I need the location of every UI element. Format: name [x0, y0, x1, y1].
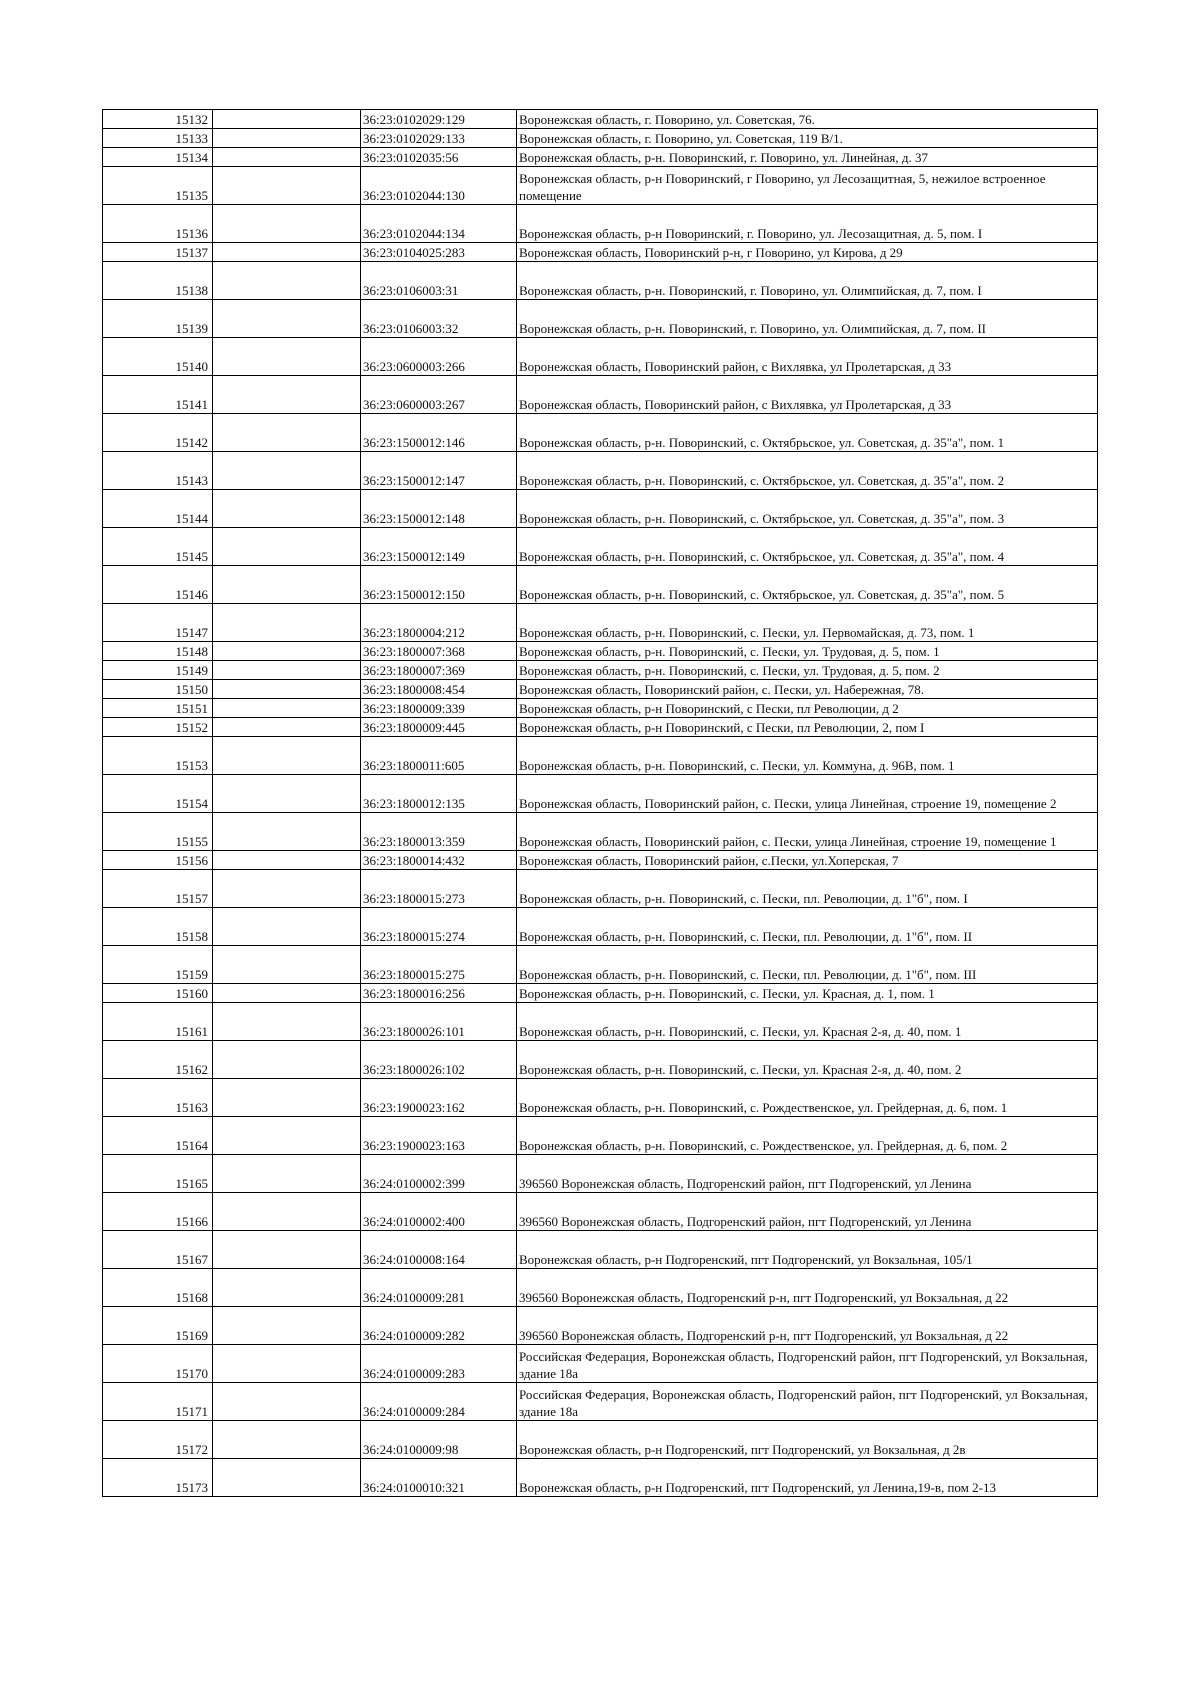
address: Воронежская область, р-н. Поворинский, с. Пески, ул. Трудовая, д. 5, пом. 1 [517, 642, 1098, 661]
cadastral-number: 36:23:0102029:133 [361, 129, 517, 148]
cadastral-number: 36:23:0106003:32 [361, 300, 517, 338]
cadastral-number: 36:24:0100010:321 [361, 1459, 517, 1497]
cadastral-number: 36:23:1800012:135 [361, 775, 517, 813]
table-row [103, 699, 1098, 718]
row-number: 15141 [103, 376, 213, 414]
cadastral-number: 36:24:0100009:281 [361, 1269, 517, 1307]
cadastral-number: 36:23:1500012:147 [361, 452, 517, 490]
empty-cell [213, 1231, 361, 1269]
table-row [103, 376, 1098, 414]
table-row [103, 946, 1098, 984]
empty-cell [213, 1003, 361, 1041]
address: Воронежская область, р-н. Поворинский, с. Октябрьское, ул. Советская, д. 35"а", пом. 1 [517, 414, 1098, 452]
table-row [103, 661, 1098, 680]
table-row [103, 1117, 1098, 1155]
row-number: 15152 [103, 718, 213, 737]
cadastral-number: 36:23:1800007:368 [361, 642, 517, 661]
empty-cell [213, 148, 361, 167]
table-row [103, 528, 1098, 566]
cadastral-number: 36:23:1800026:101 [361, 1003, 517, 1041]
empty-cell [213, 851, 361, 870]
cadastral-number: 36:24:0100002:400 [361, 1193, 517, 1231]
table-row [103, 1307, 1098, 1345]
row-number: 15157 [103, 870, 213, 908]
table-row [103, 813, 1098, 851]
cadastral-number: 36:23:1500012:146 [361, 414, 517, 452]
cadastral-number: 36:24:0100009:284 [361, 1383, 517, 1421]
property-table-body [103, 110, 1098, 1497]
address: Воронежская область, р-н. Поворинский, с. Октябрьское, ул. Советская, д. 35"а", пом. 3 [517, 490, 1098, 528]
empty-cell [213, 300, 361, 338]
row-number: 15136 [103, 205, 213, 243]
cadastral-number: 36:23:1900023:163 [361, 1117, 517, 1155]
empty-cell [213, 984, 361, 1003]
empty-cell [213, 262, 361, 300]
row-number: 15147 [103, 604, 213, 642]
address: Воронежская область, р-н. Поворинский, г. Поворино, ул. Олимпийская, д. 7, пом. I [517, 262, 1098, 300]
empty-cell [213, 1079, 361, 1117]
address: Воронежская область, г. Поворино, ул. Советская, 119 В/1. [517, 129, 1098, 148]
cadastral-number: 36:23:1800011:605 [361, 737, 517, 775]
address: 396560 Воронежская область, Подгоренский р-н, пгт Подгоренский, ул Вокзальная, д 22 [517, 1269, 1098, 1307]
address: Воронежская область, Поворинский район, с Вихлявка, ул Пролетарская, д 33 [517, 376, 1098, 414]
table-row [103, 338, 1098, 376]
table-row [103, 1193, 1098, 1231]
cadastral-number: 36:23:0102044:130 [361, 167, 517, 205]
row-number: 15137 [103, 243, 213, 262]
address: Воронежская область, р-н. Поворинский, с. Октябрьское, ул. Советская, д. 35"а", пом. 4 [517, 528, 1098, 566]
empty-cell [213, 737, 361, 775]
cadastral-number: 36:23:0102029:129 [361, 110, 517, 129]
table-row [103, 452, 1098, 490]
empty-cell [213, 699, 361, 718]
table-row [103, 490, 1098, 528]
empty-cell [213, 1155, 361, 1193]
cadastral-number: 36:23:0104025:283 [361, 243, 517, 262]
address: Воронежская область, р-н. Поворинский, с. Пески, ул. Первомайская, д. 73, пом. 1 [517, 604, 1098, 642]
address: Воронежская область, р-н. Поворинский, с. Рождественское, ул. Грейдерная, д. 6, пом. 2 [517, 1117, 1098, 1155]
address: 396560 Воронежская область, Подгоренский район, пгт Подгоренский, ул Ленина [517, 1155, 1098, 1193]
row-number: 15165 [103, 1155, 213, 1193]
row-number: 15170 [103, 1345, 213, 1383]
address: Воронежская область, р-н Подгоренский, пгт Подгоренский, ул Вокзальная, 105/1 [517, 1231, 1098, 1269]
address: Воронежская область, Поворинский район, с. Пески, ул. Набережная, 78. [517, 680, 1098, 699]
address: Воронежская область, Поворинский район, с Вихлявка, ул Пролетарская, д 33 [517, 338, 1098, 376]
row-number: 15153 [103, 737, 213, 775]
empty-cell [213, 1117, 361, 1155]
empty-cell [213, 1459, 361, 1497]
row-number: 15144 [103, 490, 213, 528]
address: Воронежская область, р-н. Поворинский, с. Рождественское, ул. Грейдерная, д. 6, пом. 1 [517, 1079, 1098, 1117]
property-table [102, 109, 1098, 1497]
table-row [103, 1041, 1098, 1079]
address: Воронежская область, Поворинский район, с. Пески, улица Линейная, строение 19, помещение 2 [517, 775, 1098, 813]
empty-cell [213, 376, 361, 414]
address: Воронежская область, р-н. Поворинский, с. Пески, пл. Революции, д. 1"б", пом. II [517, 908, 1098, 946]
address: Воронежская область, р-н. Поворинский, с. Пески, пл. Революции, д. 1"б", пом. III [517, 946, 1098, 984]
row-number: 15138 [103, 262, 213, 300]
table-row [103, 775, 1098, 813]
row-number: 15169 [103, 1307, 213, 1345]
table-row [103, 718, 1098, 737]
table-row [103, 148, 1098, 167]
table-row [103, 1155, 1098, 1193]
empty-cell [213, 338, 361, 376]
empty-cell [213, 1421, 361, 1459]
row-number: 15163 [103, 1079, 213, 1117]
address: Воронежская область, р-н. Поворинский, с. Пески, ул. Красная 2-я, д. 40, пом. 2 [517, 1041, 1098, 1079]
empty-cell [213, 870, 361, 908]
cadastral-number: 36:23:1800015:273 [361, 870, 517, 908]
address: Воронежская область, Поворинский район, с.Пески, ул.Хоперская, 7 [517, 851, 1098, 870]
empty-cell [213, 813, 361, 851]
address: Воронежская область, р-н Подгоренский, пгт Подгоренский, ул Ленина,19-в, пом 2-13 [517, 1459, 1098, 1497]
row-number: 15168 [103, 1269, 213, 1307]
cadastral-number: 36:23:0102035:56 [361, 148, 517, 167]
table-row [103, 1079, 1098, 1117]
empty-cell [213, 1383, 361, 1421]
address: Воронежская область, Поворинский р-н, г Поворино, ул Кирова, д 29 [517, 243, 1098, 262]
address: Воронежская область, р-н Поворинский, с Пески, пл Революции, 2, пом I [517, 718, 1098, 737]
row-number: 15135 [103, 167, 213, 205]
empty-cell [213, 946, 361, 984]
empty-cell [213, 718, 361, 737]
row-number: 15145 [103, 528, 213, 566]
row-number: 15167 [103, 1231, 213, 1269]
empty-cell [213, 1307, 361, 1345]
address: Воронежская область, р-н Поворинский, г. Поворино, ул. Лесозащитная, д. 5, пом. I [517, 205, 1098, 243]
empty-cell [213, 566, 361, 604]
row-number: 15160 [103, 984, 213, 1003]
table-row [103, 1003, 1098, 1041]
document-page [102, 109, 1098, 1497]
row-number: 15154 [103, 775, 213, 813]
row-number: 15149 [103, 661, 213, 680]
address: Воронежская область, р-н Поворинский, г Поворино, ул Лесозащитная, 5, нежилое встроенное помещение [517, 167, 1098, 205]
address: Воронежская область, р-н. Поворинский, с. Октябрьское, ул. Советская, д. 35"а", пом. 2 [517, 452, 1098, 490]
address: Воронежская область, р-н. Поворинский, с. Пески, ул. Коммуна, д. 96В, пом. 1 [517, 737, 1098, 775]
address: Воронежская область, р-н Поворинский, с Пески, пл Революции, д 2 [517, 699, 1098, 718]
table-row [103, 870, 1098, 908]
cadastral-number: 36:23:1500012:149 [361, 528, 517, 566]
table-row [103, 110, 1098, 129]
address: Воронежская область, р-н. Поворинский, г. Поворино, ул. Линейная, д. 37 [517, 148, 1098, 167]
row-number: 15162 [103, 1041, 213, 1079]
row-number: 15150 [103, 680, 213, 699]
address: Воронежская область, р-н. Поворинский, с. Пески, ул. Красная 2-я, д. 40, пом. 1 [517, 1003, 1098, 1041]
row-number: 15139 [103, 300, 213, 338]
empty-cell [213, 490, 361, 528]
cadastral-number: 36:23:0102044:134 [361, 205, 517, 243]
table-row [103, 680, 1098, 699]
row-number: 15172 [103, 1421, 213, 1459]
cadastral-number: 36:23:1800013:359 [361, 813, 517, 851]
cadastral-number: 36:23:1800008:454 [361, 680, 517, 699]
table-row [103, 129, 1098, 148]
empty-cell [213, 110, 361, 129]
table-row [103, 1383, 1098, 1421]
empty-cell [213, 414, 361, 452]
address: 396560 Воронежская область, Подгоренский район, пгт Подгоренский, ул Ленина [517, 1193, 1098, 1231]
address: Воронежская область, г. Поворино, ул. Советская, 76. [517, 110, 1098, 129]
empty-cell [213, 129, 361, 148]
table-row [103, 1231, 1098, 1269]
cadastral-number: 36:23:0106003:31 [361, 262, 517, 300]
address: Воронежская область, р-н. Поворинский, г. Поворино, ул. Олимпийская, д. 7, пом. II [517, 300, 1098, 338]
address: 396560 Воронежская область, Подгоренский р-н, пгт Подгоренский, ул Вокзальная, д 22 [517, 1307, 1098, 1345]
table-row [103, 566, 1098, 604]
table-row [103, 1459, 1098, 1497]
row-number: 15171 [103, 1383, 213, 1421]
cadastral-number: 36:23:1800015:274 [361, 908, 517, 946]
cadastral-number: 36:24:0100008:164 [361, 1231, 517, 1269]
empty-cell [213, 1345, 361, 1383]
address: Российская Федерация, Воронежская область, Подгоренский район, пгт Подгоренский, ул Вокзальная, здание 18а [517, 1345, 1098, 1383]
address: Воронежская область, р-н. Поворинский, с. Пески, ул. Красная, д. 1, пом. 1 [517, 984, 1098, 1003]
row-number: 15132 [103, 110, 213, 129]
address: Воронежская область, Поворинский район, с. Пески, улица Линейная, строение 19, помещение 1 [517, 813, 1098, 851]
cadastral-number: 36:24:0100009:98 [361, 1421, 517, 1459]
table-row [103, 414, 1098, 452]
table-row [103, 262, 1098, 300]
address: Воронежская область, р-н. Поворинский, с. Октябрьское, ул. Советская, д. 35"а", пом. 5 [517, 566, 1098, 604]
cadastral-number: 36:23:1800015:275 [361, 946, 517, 984]
table-row [103, 984, 1098, 1003]
row-number: 15159 [103, 946, 213, 984]
empty-cell [213, 604, 361, 642]
address: Воронежская область, р-н Подгоренский, пгт Подгоренский, ул Вокзальная, д 2в [517, 1421, 1098, 1459]
cadastral-number: 36:24:0100009:282 [361, 1307, 517, 1345]
cadastral-number: 36:23:1800009:339 [361, 699, 517, 718]
table-row [103, 1345, 1098, 1383]
cadastral-number: 36:23:1900023:162 [361, 1079, 517, 1117]
row-number: 15146 [103, 566, 213, 604]
row-number: 15156 [103, 851, 213, 870]
row-number: 15148 [103, 642, 213, 661]
empty-cell [213, 1269, 361, 1307]
empty-cell [213, 243, 361, 262]
table-row [103, 205, 1098, 243]
table-row [103, 243, 1098, 262]
row-number: 15143 [103, 452, 213, 490]
address: Российская Федерация, Воронежская область, Подгоренский район, пгт Подгоренский, ул Вокзальная, здание 18а [517, 1383, 1098, 1421]
cadastral-number: 36:23:1500012:148 [361, 490, 517, 528]
row-number: 15134 [103, 148, 213, 167]
row-number: 15142 [103, 414, 213, 452]
empty-cell [213, 167, 361, 205]
empty-cell [213, 908, 361, 946]
cadastral-number: 36:23:1800014:432 [361, 851, 517, 870]
table-row [103, 1421, 1098, 1459]
cadastral-number: 36:23:1800007:369 [361, 661, 517, 680]
empty-cell [213, 1193, 361, 1231]
empty-cell [213, 680, 361, 699]
cadastral-number: 36:23:1800026:102 [361, 1041, 517, 1079]
cadastral-number: 36:23:1800004:212 [361, 604, 517, 642]
address: Воронежская область, р-н. Поворинский, с. Пески, ул. Трудовая, д. 5, пом. 2 [517, 661, 1098, 680]
empty-cell [213, 528, 361, 566]
address: Воронежская область, р-н. Поворинский, с. Пески, пл. Революции, д. 1"б", пом. I [517, 870, 1098, 908]
table-row [103, 167, 1098, 205]
empty-cell [213, 205, 361, 243]
cadastral-number: 36:24:0100009:283 [361, 1345, 517, 1383]
cadastral-number: 36:23:0600003:266 [361, 338, 517, 376]
row-number: 15158 [103, 908, 213, 946]
cadastral-number: 36:23:1500012:150 [361, 566, 517, 604]
table-row [103, 851, 1098, 870]
table-row [103, 604, 1098, 642]
row-number: 15133 [103, 129, 213, 148]
row-number: 15166 [103, 1193, 213, 1231]
cadastral-number: 36:24:0100002:399 [361, 1155, 517, 1193]
empty-cell [213, 661, 361, 680]
row-number: 15140 [103, 338, 213, 376]
row-number: 15161 [103, 1003, 213, 1041]
table-row [103, 1269, 1098, 1307]
table-row [103, 908, 1098, 946]
table-row [103, 642, 1098, 661]
empty-cell [213, 642, 361, 661]
cadastral-number: 36:23:1800009:445 [361, 718, 517, 737]
row-number: 15173 [103, 1459, 213, 1497]
cadastral-number: 36:23:1800016:256 [361, 984, 517, 1003]
empty-cell [213, 775, 361, 813]
table-row [103, 300, 1098, 338]
cadastral-number: 36:23:0600003:267 [361, 376, 517, 414]
table-row [103, 737, 1098, 775]
row-number: 15151 [103, 699, 213, 718]
empty-cell [213, 452, 361, 490]
row-number: 15164 [103, 1117, 213, 1155]
empty-cell [213, 1041, 361, 1079]
row-number: 15155 [103, 813, 213, 851]
